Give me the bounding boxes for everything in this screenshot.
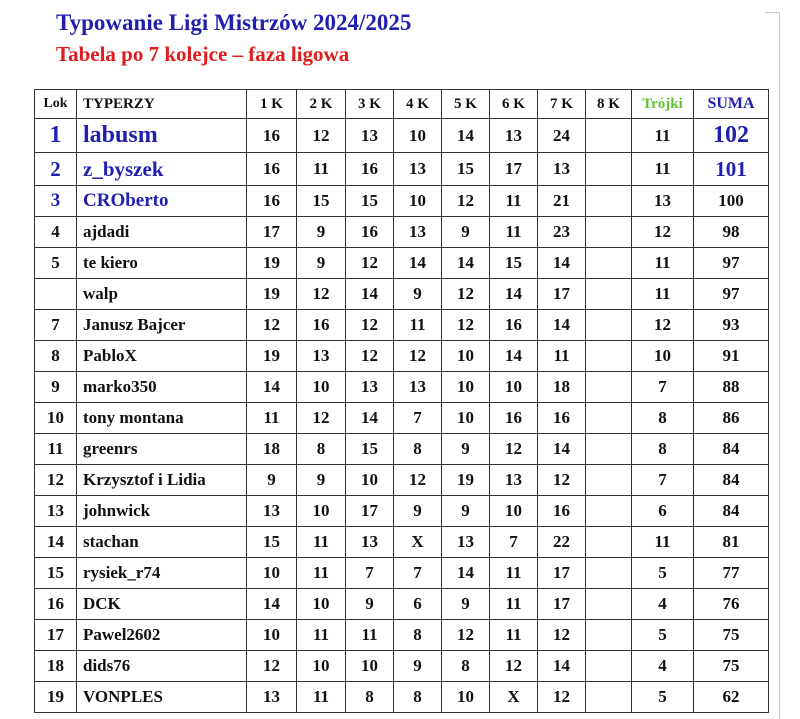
round-2-score-cell: 9 bbox=[297, 248, 346, 279]
player-name-cell: stachan bbox=[77, 527, 247, 558]
header-k4: 4 K bbox=[394, 90, 442, 119]
table-row bbox=[35, 496, 769, 527]
table-row bbox=[35, 217, 769, 248]
round-7-score-cell: 14 bbox=[538, 248, 586, 279]
round-7-score-cell: 23 bbox=[538, 217, 586, 248]
round-1-score-cell: 12 bbox=[247, 651, 297, 682]
suma-cell: 97 bbox=[694, 279, 769, 310]
table-row bbox=[35, 310, 769, 341]
round-6-score-cell: 11 bbox=[490, 589, 538, 620]
page-title: Typowanie Ligi Mistrzów 2024/2025 bbox=[56, 10, 412, 35]
round-4-score-cell: 7 bbox=[394, 403, 442, 434]
round-2-score-cell: 12 bbox=[297, 403, 346, 434]
round-7-score-cell: 12 bbox=[538, 682, 586, 713]
suma-cell: 88 bbox=[694, 372, 769, 403]
player-name-cell: DCK bbox=[77, 589, 247, 620]
round-3-score-cell: 12 bbox=[346, 248, 394, 279]
round-6-score-cell: 10 bbox=[490, 496, 538, 527]
table-row bbox=[35, 372, 769, 403]
round-3-score-cell: 14 bbox=[346, 403, 394, 434]
round-5-score-cell: 12 bbox=[442, 310, 490, 341]
position-cell: 3 bbox=[35, 186, 77, 217]
round-8-score-cell bbox=[586, 341, 632, 372]
round-6-score-cell: 13 bbox=[490, 119, 538, 153]
round-6-score-cell: 11 bbox=[490, 186, 538, 217]
round-3-score-cell: 13 bbox=[346, 527, 394, 558]
header-trojki: Trójki bbox=[632, 90, 694, 119]
round-8-score-cell bbox=[586, 310, 632, 341]
round-1-score-cell: 16 bbox=[247, 153, 297, 186]
player-name-cell: VONPLES bbox=[77, 682, 247, 713]
round-8-score-cell bbox=[586, 465, 632, 496]
round-4-score-cell: 14 bbox=[394, 248, 442, 279]
header-k7: 7 K bbox=[538, 90, 586, 119]
round-3-score-cell: 10 bbox=[346, 651, 394, 682]
trojki-cell: 11 bbox=[632, 279, 694, 310]
round-6-score-cell: 14 bbox=[490, 341, 538, 372]
round-5-score-cell: 12 bbox=[442, 620, 490, 651]
round-4-score-cell: 9 bbox=[394, 651, 442, 682]
round-1-score-cell: 19 bbox=[247, 279, 297, 310]
position-cell: 11 bbox=[35, 434, 77, 465]
round-2-score-cell: 8 bbox=[297, 434, 346, 465]
trojki-cell: 5 bbox=[632, 682, 694, 713]
position-cell: 9 bbox=[35, 372, 77, 403]
round-5-score-cell: 19 bbox=[442, 465, 490, 496]
round-4-score-cell: 13 bbox=[394, 372, 442, 403]
round-2-score-cell: 11 bbox=[297, 153, 346, 186]
round-7-score-cell: 16 bbox=[538, 496, 586, 527]
header-lok: Lok bbox=[35, 90, 77, 119]
round-7-score-cell: 11 bbox=[538, 341, 586, 372]
round-1-score-cell: 15 bbox=[247, 527, 297, 558]
round-5-score-cell: 12 bbox=[442, 186, 490, 217]
suma-cell: 86 bbox=[694, 403, 769, 434]
round-4-score-cell: 10 bbox=[394, 119, 442, 153]
round-4-score-cell: 8 bbox=[394, 620, 442, 651]
round-8-score-cell bbox=[586, 372, 632, 403]
round-3-score-cell: 13 bbox=[346, 119, 394, 153]
round-2-score-cell: 11 bbox=[297, 620, 346, 651]
position-cell: 14 bbox=[35, 527, 77, 558]
round-8-score-cell bbox=[586, 651, 632, 682]
header-k1: 1 K bbox=[247, 90, 297, 119]
trojki-cell: 12 bbox=[632, 310, 694, 341]
round-8-score-cell bbox=[586, 496, 632, 527]
round-7-score-cell: 14 bbox=[538, 434, 586, 465]
round-3-score-cell: 12 bbox=[346, 341, 394, 372]
trojki-cell: 7 bbox=[632, 465, 694, 496]
round-1-score-cell: 18 bbox=[247, 434, 297, 465]
round-1-score-cell: 13 bbox=[247, 682, 297, 713]
round-5-score-cell: 9 bbox=[442, 496, 490, 527]
round-4-score-cell: 12 bbox=[394, 465, 442, 496]
round-6-score-cell: 15 bbox=[490, 248, 538, 279]
round-1-score-cell: 14 bbox=[247, 372, 297, 403]
round-6-score-cell: 16 bbox=[490, 310, 538, 341]
round-6-score-cell: 12 bbox=[490, 434, 538, 465]
player-name-cell: Pawel2602 bbox=[77, 620, 247, 651]
round-2-score-cell: 10 bbox=[297, 651, 346, 682]
round-3-score-cell: 11 bbox=[346, 620, 394, 651]
suma-cell: 84 bbox=[694, 496, 769, 527]
trojki-cell: 6 bbox=[632, 496, 694, 527]
table-row bbox=[35, 589, 769, 620]
round-3-score-cell: 7 bbox=[346, 558, 394, 589]
round-3-score-cell: 16 bbox=[346, 153, 394, 186]
round-3-score-cell: 15 bbox=[346, 434, 394, 465]
trojki-cell: 11 bbox=[632, 153, 694, 186]
round-4-score-cell: 9 bbox=[394, 496, 442, 527]
round-3-score-cell: 13 bbox=[346, 372, 394, 403]
round-7-score-cell: 21 bbox=[538, 186, 586, 217]
round-2-score-cell: 15 bbox=[297, 186, 346, 217]
round-8-score-cell bbox=[586, 527, 632, 558]
round-2-score-cell: 13 bbox=[297, 341, 346, 372]
round-3-score-cell: 16 bbox=[346, 217, 394, 248]
trojki-cell: 11 bbox=[632, 119, 694, 153]
position-cell: 1 bbox=[35, 119, 77, 153]
round-5-score-cell: 10 bbox=[442, 341, 490, 372]
suma-cell: 84 bbox=[694, 434, 769, 465]
round-8-score-cell bbox=[586, 186, 632, 217]
round-3-score-cell: 9 bbox=[346, 589, 394, 620]
trojki-cell: 11 bbox=[632, 248, 694, 279]
round-1-score-cell: 9 bbox=[247, 465, 297, 496]
round-5-score-cell: 9 bbox=[442, 217, 490, 248]
round-7-score-cell: 17 bbox=[538, 589, 586, 620]
round-7-score-cell: 24 bbox=[538, 119, 586, 153]
round-6-score-cell: 17 bbox=[490, 153, 538, 186]
round-5-score-cell: 14 bbox=[442, 558, 490, 589]
trojki-cell: 5 bbox=[632, 558, 694, 589]
trojki-cell: 5 bbox=[632, 620, 694, 651]
trojki-cell: 12 bbox=[632, 217, 694, 248]
round-7-score-cell: 12 bbox=[538, 465, 586, 496]
round-1-score-cell: 19 bbox=[247, 248, 297, 279]
position-cell: 2 bbox=[35, 153, 77, 186]
round-5-score-cell: 10 bbox=[442, 682, 490, 713]
round-2-score-cell: 16 bbox=[297, 310, 346, 341]
suma-cell: 75 bbox=[694, 620, 769, 651]
round-5-score-cell: 9 bbox=[442, 589, 490, 620]
position-cell: 16 bbox=[35, 589, 77, 620]
round-7-score-cell: 13 bbox=[538, 153, 586, 186]
table-row bbox=[35, 558, 769, 589]
trojki-cell: 8 bbox=[632, 434, 694, 465]
round-7-score-cell: 14 bbox=[538, 651, 586, 682]
page-subtitle: Tabela po 7 kolejce – faza ligowa bbox=[56, 42, 350, 66]
round-8-score-cell bbox=[586, 279, 632, 310]
table-row bbox=[35, 248, 769, 279]
suma-cell: 98 bbox=[694, 217, 769, 248]
round-1-score-cell: 12 bbox=[247, 310, 297, 341]
suma-cell: 93 bbox=[694, 310, 769, 341]
round-8-score-cell bbox=[586, 248, 632, 279]
round-8-score-cell bbox=[586, 153, 632, 186]
round-4-score-cell: 10 bbox=[394, 186, 442, 217]
round-8-score-cell bbox=[586, 119, 632, 153]
table-row bbox=[35, 186, 769, 217]
round-2-score-cell: 11 bbox=[297, 682, 346, 713]
round-4-score-cell: 11 bbox=[394, 310, 442, 341]
player-name-cell: CROberto bbox=[77, 186, 247, 217]
header-row bbox=[35, 90, 769, 119]
standings-body bbox=[35, 119, 769, 713]
round-8-score-cell bbox=[586, 558, 632, 589]
round-7-score-cell: 12 bbox=[538, 620, 586, 651]
position-cell: 10 bbox=[35, 403, 77, 434]
round-3-score-cell: 8 bbox=[346, 682, 394, 713]
suma-cell: 84 bbox=[694, 465, 769, 496]
trojki-cell: 13 bbox=[632, 186, 694, 217]
round-5-score-cell: 15 bbox=[442, 153, 490, 186]
round-8-score-cell bbox=[586, 620, 632, 651]
round-8-score-cell bbox=[586, 403, 632, 434]
trojki-cell: 7 bbox=[632, 372, 694, 403]
round-6-score-cell: 16 bbox=[490, 403, 538, 434]
round-4-score-cell: 13 bbox=[394, 153, 442, 186]
round-1-score-cell: 10 bbox=[247, 620, 297, 651]
table-row bbox=[35, 403, 769, 434]
table-row bbox=[35, 279, 769, 310]
round-4-score-cell: 13 bbox=[394, 217, 442, 248]
round-6-score-cell: 10 bbox=[490, 372, 538, 403]
round-6-score-cell: 11 bbox=[490, 558, 538, 589]
round-5-score-cell: 13 bbox=[442, 527, 490, 558]
player-name-cell: Krzysztof i Lidia bbox=[77, 465, 247, 496]
round-5-score-cell: 12 bbox=[442, 279, 490, 310]
trojki-cell: 4 bbox=[632, 589, 694, 620]
page-edge bbox=[765, 12, 779, 13]
header-typerzy: TYPERZY bbox=[77, 90, 247, 119]
suma-cell: 81 bbox=[694, 527, 769, 558]
round-5-score-cell: 14 bbox=[442, 119, 490, 153]
header-k6: 6 K bbox=[490, 90, 538, 119]
round-2-score-cell: 11 bbox=[297, 527, 346, 558]
table-row bbox=[35, 465, 769, 496]
player-name-cell: z_byszek bbox=[77, 153, 247, 186]
suma-cell: 100 bbox=[694, 186, 769, 217]
round-1-score-cell: 16 bbox=[247, 119, 297, 153]
trojki-cell: 8 bbox=[632, 403, 694, 434]
round-7-score-cell: 17 bbox=[538, 279, 586, 310]
round-6-score-cell: X bbox=[490, 682, 538, 713]
round-7-score-cell: 16 bbox=[538, 403, 586, 434]
suma-cell: 101 bbox=[694, 153, 769, 186]
suma-cell: 76 bbox=[694, 589, 769, 620]
round-2-score-cell: 12 bbox=[297, 119, 346, 153]
position-cell: 13 bbox=[35, 496, 77, 527]
round-4-score-cell: 6 bbox=[394, 589, 442, 620]
round-1-score-cell: 11 bbox=[247, 403, 297, 434]
suma-cell: 97 bbox=[694, 248, 769, 279]
position-cell: 4 bbox=[35, 217, 77, 248]
round-1-score-cell: 17 bbox=[247, 217, 297, 248]
suma-cell: 62 bbox=[694, 682, 769, 713]
player-name-cell: tony montana bbox=[77, 403, 247, 434]
player-name-cell: ajdadi bbox=[77, 217, 247, 248]
round-2-score-cell: 12 bbox=[297, 279, 346, 310]
position-cell: 18 bbox=[35, 651, 77, 682]
player-name-cell: marko350 bbox=[77, 372, 247, 403]
suma-cell: 75 bbox=[694, 651, 769, 682]
table-row bbox=[35, 153, 769, 186]
round-6-score-cell: 11 bbox=[490, 620, 538, 651]
position-cell: 8 bbox=[35, 341, 77, 372]
table-row bbox=[35, 527, 769, 558]
player-name-cell: dids76 bbox=[77, 651, 247, 682]
table-row bbox=[35, 119, 769, 153]
round-4-score-cell: 8 bbox=[394, 434, 442, 465]
round-3-score-cell: 10 bbox=[346, 465, 394, 496]
round-3-score-cell: 14 bbox=[346, 279, 394, 310]
round-6-score-cell: 11 bbox=[490, 217, 538, 248]
table-row bbox=[35, 651, 769, 682]
round-1-score-cell: 10 bbox=[247, 558, 297, 589]
round-3-score-cell: 12 bbox=[346, 310, 394, 341]
header-k8: 8 K bbox=[586, 90, 632, 119]
round-4-score-cell: 9 bbox=[394, 279, 442, 310]
table-row bbox=[35, 341, 769, 372]
suma-cell: 102 bbox=[694, 119, 769, 153]
round-6-score-cell: 7 bbox=[490, 527, 538, 558]
position-cell: 17 bbox=[35, 620, 77, 651]
round-7-score-cell: 22 bbox=[538, 527, 586, 558]
page-edge-right bbox=[779, 12, 780, 719]
header-suma: SUMA bbox=[694, 90, 769, 119]
round-2-score-cell: 9 bbox=[297, 465, 346, 496]
table-row bbox=[35, 434, 769, 465]
player-name-cell: walp bbox=[77, 279, 247, 310]
header-k3: 3 K bbox=[346, 90, 394, 119]
round-6-score-cell: 13 bbox=[490, 465, 538, 496]
round-5-score-cell: 8 bbox=[442, 651, 490, 682]
header-k5: 5 K bbox=[442, 90, 490, 119]
table-row bbox=[35, 682, 769, 713]
round-4-score-cell: X bbox=[394, 527, 442, 558]
round-8-score-cell bbox=[586, 682, 632, 713]
round-8-score-cell bbox=[586, 217, 632, 248]
round-7-score-cell: 17 bbox=[538, 558, 586, 589]
round-8-score-cell bbox=[586, 589, 632, 620]
round-6-score-cell: 12 bbox=[490, 651, 538, 682]
round-2-score-cell: 10 bbox=[297, 589, 346, 620]
round-3-score-cell: 15 bbox=[346, 186, 394, 217]
round-1-score-cell: 14 bbox=[247, 589, 297, 620]
position-cell: 12 bbox=[35, 465, 77, 496]
trojki-cell: 10 bbox=[632, 341, 694, 372]
round-2-score-cell: 10 bbox=[297, 372, 346, 403]
suma-cell: 91 bbox=[694, 341, 769, 372]
player-name-cell: Janusz Bajcer bbox=[77, 310, 247, 341]
position-cell: 7 bbox=[35, 310, 77, 341]
player-name-cell: labusm bbox=[77, 119, 247, 153]
round-3-score-cell: 17 bbox=[346, 496, 394, 527]
round-5-score-cell: 10 bbox=[442, 403, 490, 434]
round-2-score-cell: 9 bbox=[297, 217, 346, 248]
round-2-score-cell: 10 bbox=[297, 496, 346, 527]
round-7-score-cell: 18 bbox=[538, 372, 586, 403]
player-name-cell: greenrs bbox=[77, 434, 247, 465]
position-cell: 5 bbox=[35, 248, 77, 279]
round-5-score-cell: 9 bbox=[442, 434, 490, 465]
round-5-score-cell: 14 bbox=[442, 248, 490, 279]
suma-cell: 77 bbox=[694, 558, 769, 589]
player-name-cell: johnwick bbox=[77, 496, 247, 527]
round-7-score-cell: 14 bbox=[538, 310, 586, 341]
table-row bbox=[35, 620, 769, 651]
player-name-cell: te kiero bbox=[77, 248, 247, 279]
standings-table bbox=[34, 89, 769, 713]
round-5-score-cell: 10 bbox=[442, 372, 490, 403]
position-cell: 15 bbox=[35, 558, 77, 589]
position-cell: 19 bbox=[35, 682, 77, 713]
round-2-score-cell: 11 bbox=[297, 558, 346, 589]
round-8-score-cell bbox=[586, 434, 632, 465]
round-4-score-cell: 12 bbox=[394, 341, 442, 372]
round-4-score-cell: 8 bbox=[394, 682, 442, 713]
header-k2: 2 K bbox=[297, 90, 346, 119]
round-1-score-cell: 13 bbox=[247, 496, 297, 527]
position-cell bbox=[35, 279, 77, 310]
trojki-cell: 4 bbox=[632, 651, 694, 682]
round-6-score-cell: 14 bbox=[490, 279, 538, 310]
player-name-cell: PabloX bbox=[77, 341, 247, 372]
round-4-score-cell: 7 bbox=[394, 558, 442, 589]
round-1-score-cell: 16 bbox=[247, 186, 297, 217]
trojki-cell: 11 bbox=[632, 527, 694, 558]
round-1-score-cell: 19 bbox=[247, 341, 297, 372]
player-name-cell: rysiek_r74 bbox=[77, 558, 247, 589]
